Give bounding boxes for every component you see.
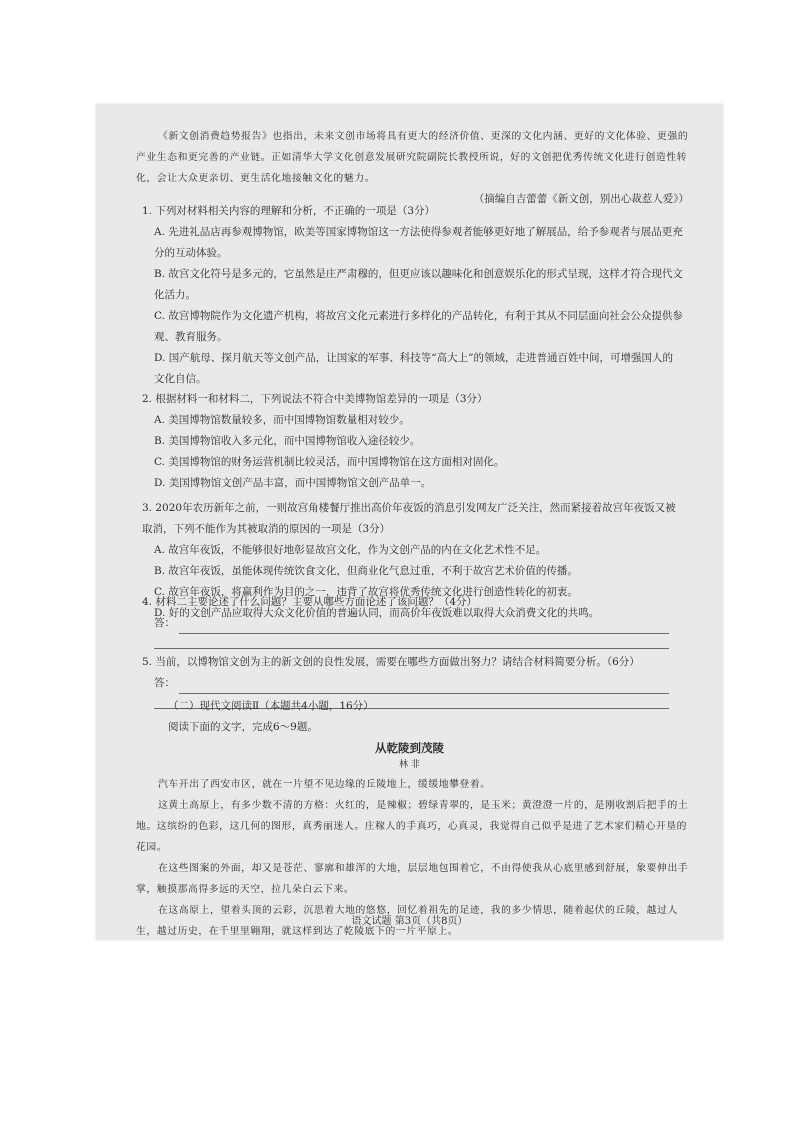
article-paragraph-3: 在这些图案的外面，却又是苍茫、寥廓和雄浑的大地，层层地包围着它，不由得使我从心底里感到舒展，象要伸出手掌，触摸那高得多远的天空，拉几朵白云下来。 [136, 863, 689, 895]
question-3-option-d: D. 好的文创产品应取得大众文化价值的普遍认同，而高价年夜饭难以取得大众消费文化的共鸣。 [154, 607, 600, 619]
question-3-option-b: B. 故宫年夜饭，虽能体现传统饮食文化，但商业化气息过重，不利于故宫艺术价值的传播。 [154, 565, 578, 577]
article-title: 从乾陵到茂陵 [375, 741, 444, 755]
question-2 [96, 389, 723, 494]
article-paragraph-1: 汽车开出了西安市区，就在一片望不见边缘的丘陵地上，缓缓地攀登着。 [158, 779, 491, 790]
question-4-answer-label: 答： [154, 617, 175, 629]
question-4-answer-line[interactable] [179, 618, 669, 634]
intro-source: （摘编自吉蕾蕾《新文创，别出心裁惹人爱》） [473, 193, 689, 205]
question-1-option-b: B. 故宫文化符号是多元的，它虽然是庄严肃穆的，但更应该以趣味化和创意娱乐化的形式呈现，这样才符合现代文化活力。 [154, 268, 683, 301]
question-5-answer-line[interactable] [179, 678, 669, 694]
exam-page [96, 104, 723, 940]
intro-block [96, 126, 723, 210]
question-2-option-c: C. 美国博物馆的财务运营机制比较灵活，而中国博物馆在这方面相对固化。 [154, 456, 505, 468]
question-5-stem: 5. 当前，以博物馆文创为主的新文创的良性发展，需要在哪些方面做出努力？请结合材料简要分析。（6分） [142, 656, 640, 668]
page-footer: 语文试题 第3页（共8页） [351, 916, 468, 927]
question-3-option-a: A. 故宫年夜饭，不能够很好地彰显故宫文化，作为文创产品的内在文化艺术性不足。 [154, 544, 547, 556]
question-1-option-d: D. 国产航母、探月航天等文创产品，让国家的军事、科技等“高大上”的领域，走进普通百姓中间，可增强国人的文化自信。 [154, 352, 673, 385]
article-paragraph-4: 在这高原上，望着头顶的云彩，沉思着大地的悠悠，回忆着祖先的足迹，我的多少情思，随着起伏的丘陵，越过人生，越过历史，在千里里翱翔，就这样到达了乾陵底下的一片平原上。 [136, 905, 678, 937]
question-2-option-a: A. 美国博物馆数量较多，而中国博物馆数量相对较少。 [154, 414, 410, 426]
intro-paragraph: 《新文创消费趋势报告》也指出，未来文创市场将具有更大的经济价值、更深的文化内涵、更好的文化体验、更强的产业生态和更完善的产业链。正如清华大学文化创意发展研究院副院长教授所说，好的文创把优秀传统文化进行创造性转化，会让大众更亲切、更生活化地接触文化的魅力。 [136, 131, 689, 184]
section-2-heading: （二）现代文阅读Ⅱ（本题共4小题，16分） [168, 700, 374, 712]
question-4-answer-line-2[interactable] [154, 634, 669, 649]
question-1-stem: 1. 下列对材料相关内容的理解和分析，不正确的一项是（3分） [142, 205, 436, 217]
question-3-stem: 3. 2020年农历新年之前，一则故宫角楼餐厅推出高价年夜饭的消息引发网友广泛关注，然而紧接着故宫年夜饭又被取消，下列不能作为其被取消的原因的一项是（3分） [142, 502, 676, 535]
article-author: 林 非 [399, 760, 420, 770]
question-2-option-b: B. 美国博物馆收入多元化，而中国博物馆收入途径较少。 [154, 435, 421, 447]
question-1-option-a: A. 先进礼品店再参观博物馆，欧美等国家博物馆这一方法使得参观者能够更好地了解展品，给予参观者与展品更充分的互动体验。 [154, 226, 683, 259]
question-4-stem: 4. 材料二主要论述了什么问题？主要从哪些方面论述了该问题？（4分） [142, 596, 478, 608]
question-2-stem: 2. 根据材料一和材料二，下列说法不符合中美博物馆差异的一项是（3分） [142, 393, 488, 405]
question-3-option-c: C. 故宫年夜饭，将赢利作为目的之一，违背了故宫将优秀传统文化进行创造性转化的初衷。 [154, 586, 578, 598]
section-2-instruction: 阅读下面的文字，完成6～9题。 [168, 721, 318, 733]
article-paragraph-2: 这黄土高原上，有多少数不清的方格：火红的，是辣椒；碧绿青翠的，是玉米；黄澄澄一片的，是刚收割后把手的土地。这缤纷的色彩，这几何的图形，真秀丽迷人。庄稼人的手真巧，心真灵，我觉得自己似乎是进了艺术家们精心开垦的花园。 [136, 800, 689, 853]
question-4 [96, 592, 723, 649]
question-5-answer-row[interactable] [96, 673, 723, 694]
question-4-answer-row[interactable] [96, 613, 723, 634]
question-5-answer-label: 答： [154, 677, 175, 689]
question-2-option-d: D. 美国博物馆文创产品丰富，而中国博物馆文创产品单一。 [154, 477, 432, 489]
question-1-option-c: C. 故宫博物院作为文化遗产机构，将故宫文化元素进行多样化的产品转化，有利于其从不同层面向社会公众提供参观、教育服务。 [154, 310, 683, 343]
reading-section-2 [96, 696, 723, 772]
question-1 [96, 201, 723, 390]
